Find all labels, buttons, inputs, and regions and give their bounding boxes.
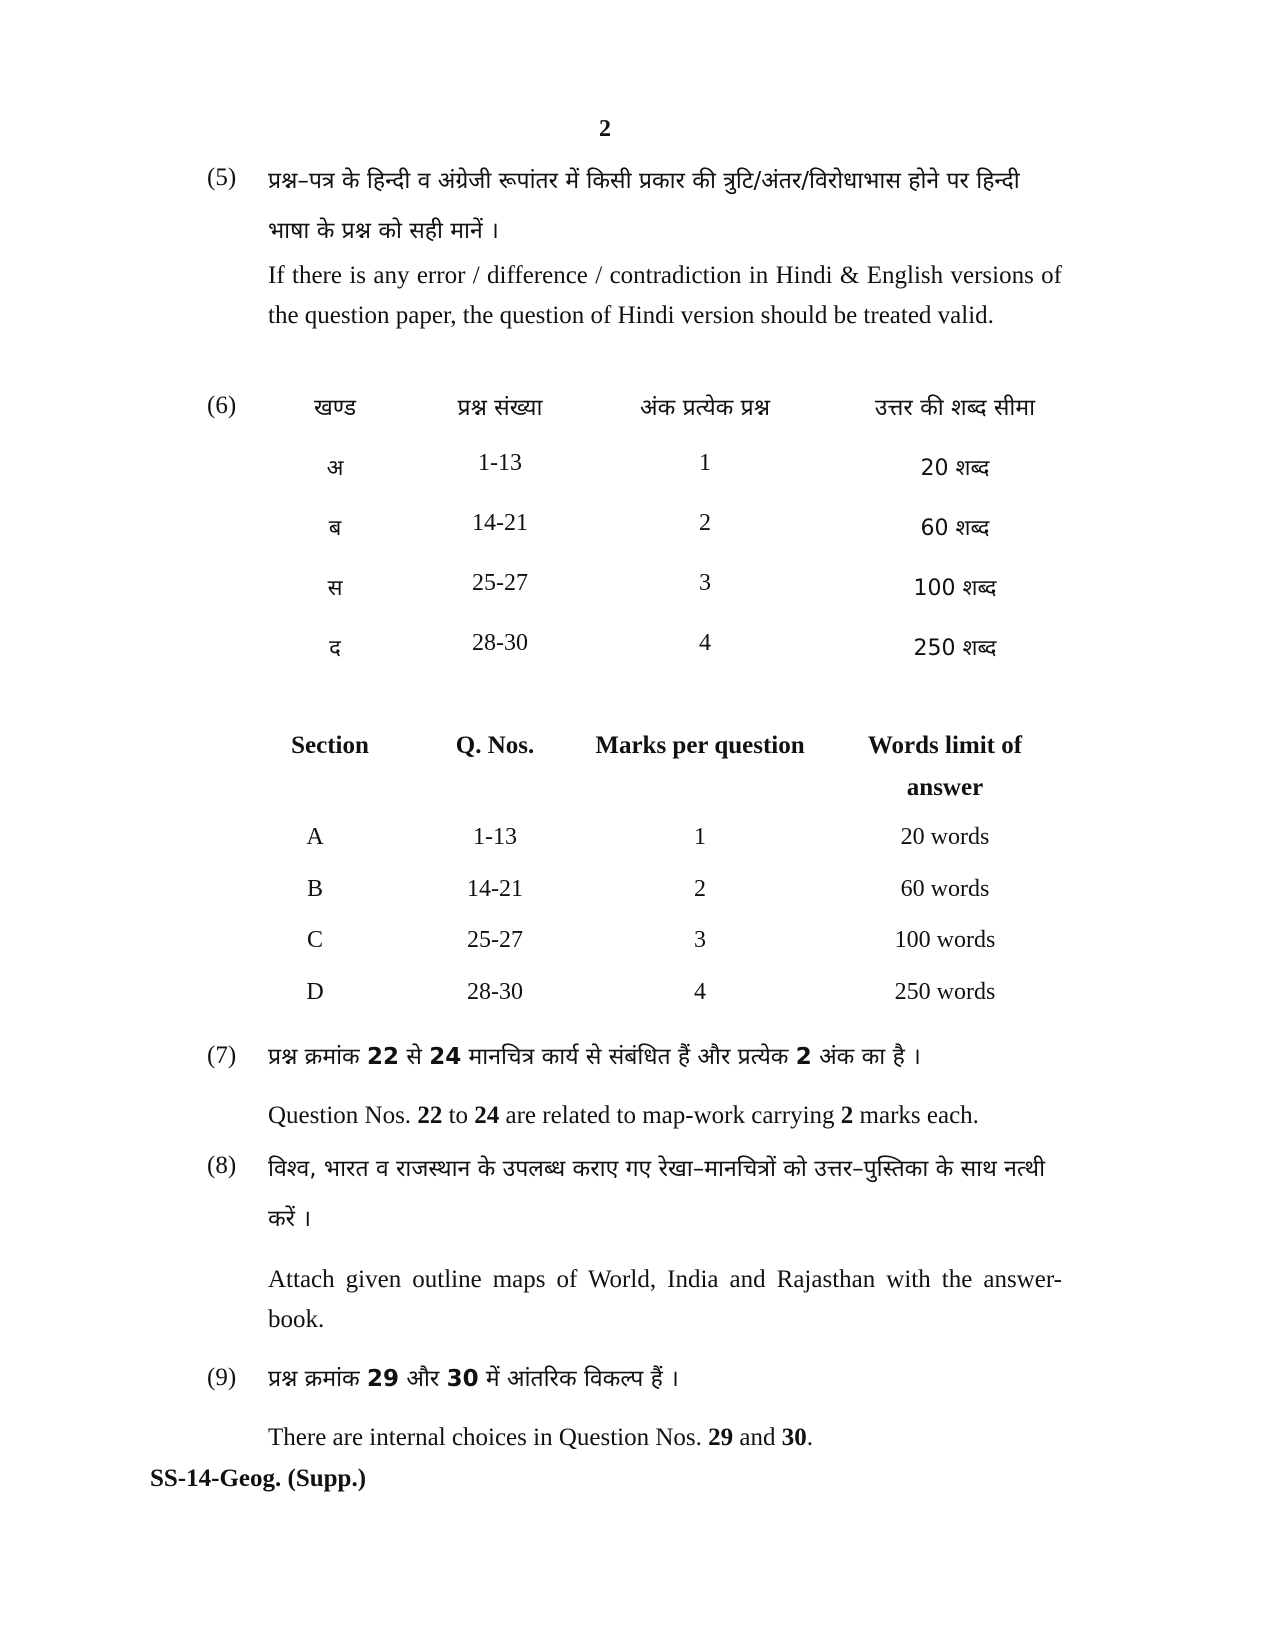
instruction-6-number: (6) [207,392,237,419]
english-header-marks: Marks per question [595,732,805,759]
english-table-cell: 100 words [894,927,996,953]
hindi-table-cell: 250 शब्द [913,636,997,661]
instruction-9-number: (9) [207,1364,237,1391]
english-table-cell: B [306,876,323,902]
hindi-table-cell: 20 शब्द [920,456,990,481]
instruction-9-hindi: प्रश्न क्रमांक 29 और 30 में आंतरिक विकल्प हैं । [268,1366,679,1392]
instruction-7-number: (7) [207,1042,237,1069]
hindi-table-cell: 4 [699,630,711,656]
instruction-5-english: If there is any error / difference / contradiction in Hindi & English versions of the question paper, the question of Hindi version should be treated valid. [268,262,1062,329]
hindi-header-words: उत्तर की शब्द सीमा [874,395,1036,421]
english-table-cell: 25-27 [467,927,523,953]
page-number: 2 [599,116,611,142]
english-header-words-line2: answer [906,774,984,801]
english-table-cell: 1-13 [473,824,517,850]
hindi-table-cell: द [329,636,341,661]
hindi-table-cell: अ [326,456,344,481]
hindi-table-cell: 28-30 [472,630,528,656]
hindi-table-cell: 1-13 [478,450,522,476]
english-table-cell: 2 [694,876,706,902]
hindi-table-cell: 100 शब्द [913,576,997,601]
english-table-cell: 14-21 [467,876,523,902]
hindi-header-qnos: प्रश्न संख्या [457,395,543,421]
instruction-7-english: Question Nos. 22 to 24 are related to map-work carrying 2 marks each. [268,1102,979,1129]
instruction-8-hindi: विश्व, भारत व राजस्थान के उपलब्ध कराए गए रेखा–मानचित्रों को उत्तर–पुस्तिका के साथ नत्थी करें । [268,1156,1046,1232]
hindi-table-cell: 1 [699,450,711,476]
english-table-cell: 60 words [900,876,990,902]
instruction-7-hindi: प्रश्न क्रमांक 22 से 24 मानचित्र कार्य से संबंधित हैं और प्रत्येक 2 अंक का है । [268,1044,921,1070]
instruction-5-number: (5) [207,164,237,191]
instruction-9-english: There are internal choices in Question Nos. 29 and 30. [268,1424,813,1451]
english-table-cell: A [306,824,324,850]
instruction-5-hindi: प्रश्न–पत्र के हिन्दी व अंग्रेजी रूपांतर में किसी प्रकार की त्रुटि/अंतर/विरोधाभास होने पर हिन्दी भाषा के प्रश्न को सही मानें । [268,168,1020,244]
instruction-8-number: (8) [207,1152,237,1179]
english-table-cell: 4 [694,979,706,1005]
instruction-8-english: Attach given outline maps of World, India and Rajasthan with the answer-book. [268,1266,1062,1333]
english-table-cell: 1 [694,824,706,850]
hindi-table-cell: 60 शब्द [920,516,990,541]
english-header-words: Words limit of [867,732,1023,759]
hindi-table-cell: स [327,576,343,601]
english-table-cell: 250 words [894,979,996,1005]
hindi-table-cell: ब [328,516,342,541]
english-header-qnos: Q. Nos. [455,732,535,759]
hindi-table-cell: 2 [699,510,711,536]
paper-code-footer: SS-14-Geog. (Supp.) [150,1465,367,1492]
hindi-table-cell: 14-21 [472,510,528,536]
english-table-cell: 3 [694,927,706,953]
hindi-table-cell: 25-27 [472,570,528,596]
hindi-header-section: खण्ड [313,395,357,421]
english-header-section: Section [291,732,369,759]
english-table-cell: C [306,927,323,953]
english-table-cell: 20 words [900,824,990,850]
english-table-cell: D [306,979,324,1005]
english-table-cell: 28-30 [467,979,523,1005]
hindi-header-marks: अंक प्रत्येक प्रश्न [640,395,770,421]
hindi-table-cell: 3 [699,570,711,596]
